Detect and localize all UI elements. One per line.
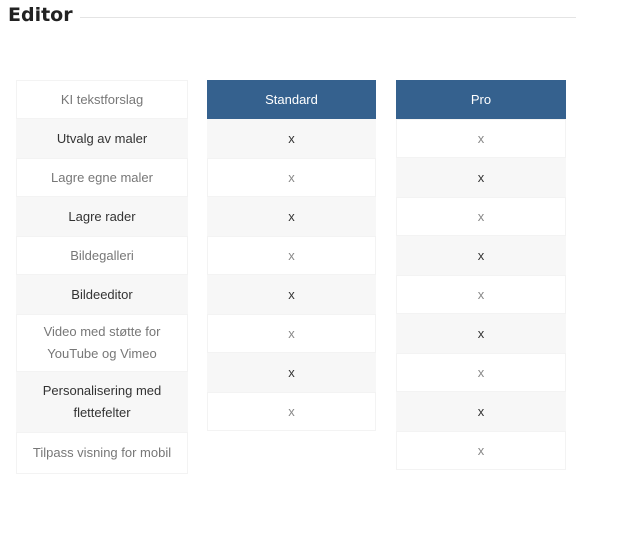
pro-value: x bbox=[396, 119, 566, 158]
standard-value: x bbox=[207, 197, 376, 236]
feature-label: Tilpass visning for mobil bbox=[16, 432, 188, 474]
pro-value: x bbox=[396, 275, 566, 314]
feature-label: Personalisering med flettefelter bbox=[16, 372, 188, 432]
feature-label: Bildegalleri bbox=[16, 236, 188, 275]
page-title: Editor bbox=[8, 4, 73, 26]
feature-label: Utvalg av maler bbox=[16, 119, 188, 158]
pro-column bbox=[396, 80, 566, 470]
feature-column bbox=[16, 80, 188, 474]
pro-value: x bbox=[396, 353, 566, 392]
standard-value: x bbox=[207, 236, 376, 275]
feature-label: Bildeeditor bbox=[16, 275, 188, 314]
pro-value: x bbox=[396, 236, 566, 275]
standard-value: x bbox=[207, 353, 376, 392]
pro-value: x bbox=[396, 431, 566, 470]
feature-label: Lagre rader bbox=[16, 197, 188, 236]
title-divider bbox=[80, 17, 576, 18]
pro-plan-header: Pro bbox=[396, 80, 566, 119]
standard-value: x bbox=[207, 314, 376, 353]
pro-value: x bbox=[396, 158, 566, 197]
standard-value: x bbox=[207, 119, 376, 158]
feature-label: Lagre egne maler bbox=[16, 158, 188, 197]
pro-value: x bbox=[396, 392, 566, 431]
standard-value: x bbox=[207, 275, 376, 314]
feature-label: KI tekstforslag bbox=[16, 80, 188, 119]
pro-value: x bbox=[396, 197, 566, 236]
standard-value: x bbox=[207, 158, 376, 197]
standard-value: x bbox=[207, 392, 376, 431]
pro-value: x bbox=[396, 314, 566, 353]
standard-column bbox=[207, 80, 376, 431]
standard-plan-header: Standard bbox=[207, 80, 376, 119]
feature-label: Video med støtte for YouTube og Vimeo bbox=[16, 314, 188, 372]
